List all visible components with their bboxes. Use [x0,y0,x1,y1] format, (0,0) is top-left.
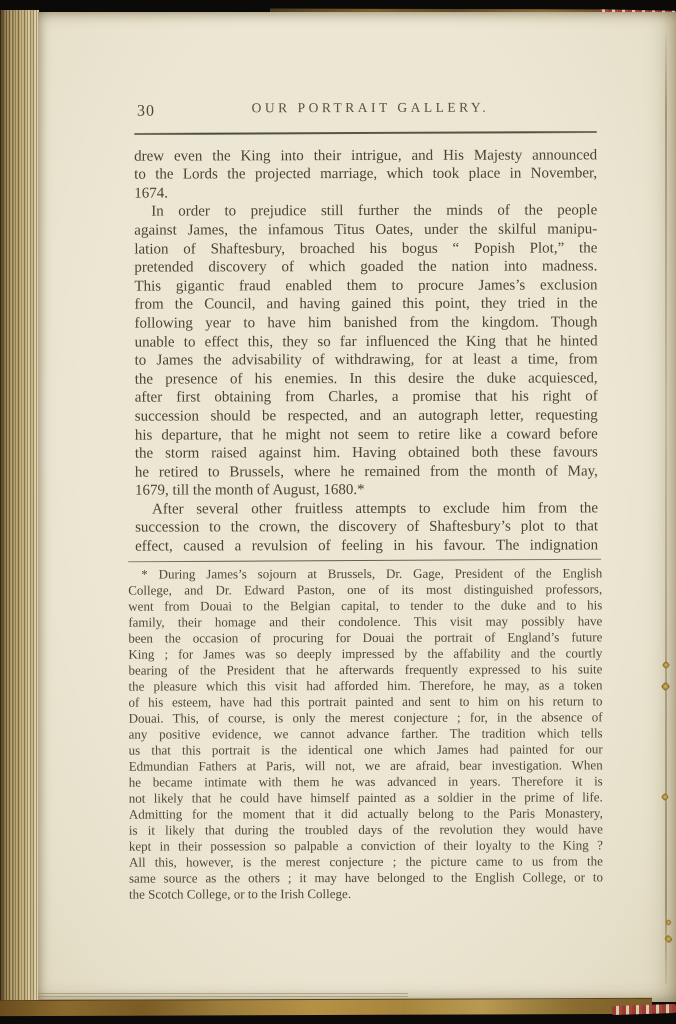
text-line: same source as the others ; it may have belonged to the English College, or to [128,869,604,886]
headband-bottom [612,1004,676,1015]
text-line: King ; for James was so deeply impressed by the affability and the courtly [128,645,603,662]
text-line: went from Douai to the Belgian capital, to tender to the duke and to his [128,597,603,614]
text-line: College, and Dr. Edward Paston, one of its most distinguished professors, [128,581,603,598]
text-line: * During James’s sojourn at Brussels, Dr. Gage, President of the English [141,565,603,582]
paragraph [134,202,598,501]
body-text [134,146,598,556]
text-line: the storm raised against him. Having obtained both these favours [134,444,598,462]
book-page [38,12,676,1002]
text-line: family, their homage and their condolence. This visit may possibly have [128,613,603,630]
text-line: lation of Shaftesbury, broached his bogus “ Popish Plot,” the [134,239,598,258]
text-line: This gigantic fraud enabled them to procure James’s exclusion [134,277,598,295]
gilt-speck-icon [661,793,669,801]
text-line: bearing of the President that he afterwards frequently expressed to his suite [128,661,603,678]
text-line: from the Council, and having gained this point, they tried in the [134,295,598,313]
paragraph-continuation [134,146,597,203]
page-header [134,99,597,120]
text-line: drew even the King into their intrigue, and His Majesty announced [134,146,598,165]
text-line: Douai. This, of course, is only the merest conjecture ; for, in the absence of [128,709,603,726]
page-gutter-crease [665,34,667,984]
text-line: Edmundian Fathers at Paris, will not, we are afraid, bear investigation. When [128,757,603,774]
text-line: After several other fruitless attempts to exclude him from the [152,500,599,518]
paragraph [135,499,598,556]
book-bottom-edge-gilt [0,998,652,1016]
text-line: the presence of his enemies. In this desire the duke acquiesced, [134,370,598,388]
text-line: the Scotch College, or to the Irish College. [129,885,352,902]
page-number: 30 [136,102,156,120]
text-line: to the Lords the projected marriage, which took place in November, [134,165,598,183]
text-line: is it likely that during the troubled days of the revolution they would have [128,821,603,838]
text-line: the pleasure which this visit had afforded him. Therefore, he may, as a token [128,677,603,694]
text-line: been the occasion of procuring for Douai the portrait of England’s future [128,629,603,646]
footnote-text [128,565,603,902]
text-line: unable to effect this, they so far influenced the King that he hinted [134,332,598,351]
gilt-speck-icon [661,682,671,692]
footnote-rule [128,558,601,562]
text-line: us that this portrait is the identical one which James had painted for our [128,741,603,758]
text-line: his departure, that he might not seem to retire like a coward before [134,425,598,444]
text-line: All this, however, is the merest conjecture ; the picture came to us from the [128,853,603,870]
text-line: In order to prejudice still further the minds of the people [151,202,598,220]
text-line: of his esteem, have had this portrait painted and sent to him on his return to [128,693,603,710]
text-line: he became intimate with them he was advanced in years. Therefore it is [128,773,603,790]
text-line: 1679, till the month of August, 1680.* [134,482,365,499]
text-line: kept in their possession so palpable a conviction of their loyalty to the King ? [128,837,603,854]
text-line: to James the advisability of withdrawing, for at least a time, from [134,351,598,369]
printed-area [128,99,604,902]
gilt-speck-icon [662,661,670,669]
text-line: succession should be respected, and an autograph letter, requesting [134,407,598,425]
text-line: effect, caused a revulsion of feeling in his favour. The indignation [135,537,599,555]
text-line: any positive evidence, we cannot advance farther. The tradition which tells [128,725,603,742]
text-line: Admitting for the moment that it did actually belong to the Paris Monastery, [128,805,603,822]
text-line: after first obtaining from Charles, a promise that his right of [134,388,598,406]
running-header-title: OUR PORTRAIT GALLERY. [251,99,490,116]
text-line: pretended discovery of which goaded the nation into madness. [134,258,598,276]
text-line: not likely that he could have himself painted as a soldier in the prime of life. [128,789,603,806]
text-line: 1674. [134,185,168,202]
text-line: following year to have him banished from the kingdom. Though [134,314,598,332]
text-line: succession to the crown, the discovery of Shaftesbury’s plot to that [135,518,599,537]
book-fore-edge-pages [0,10,39,1010]
text-line: against James, the infamous Titus Oates, under the skilful manipu- [134,221,598,239]
text-line: he retired to Brussels, where he remained from the month of May, [134,463,598,481]
header-rule [134,131,597,135]
